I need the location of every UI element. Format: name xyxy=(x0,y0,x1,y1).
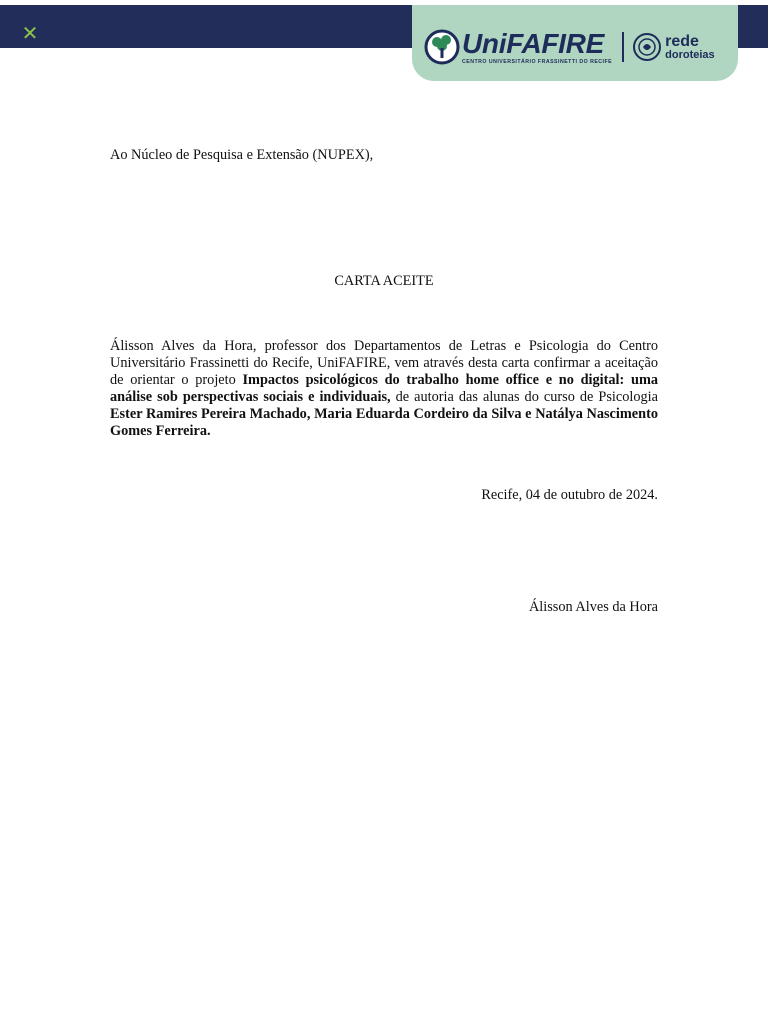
close-icon[interactable]: ✕ xyxy=(21,21,39,45)
date-line: Recife, 04 de outubro de 2024. xyxy=(481,487,658,503)
logo-subtitle: CENTRO UNIVERSITÁRIO FRASSINETTI DO RECIFE xyxy=(462,58,613,65)
letter-body xyxy=(110,338,658,440)
signature-line: Álisson Alves da Hora xyxy=(528,599,658,615)
body-middle: de autoria das alunas do curso de Psicologia xyxy=(390,389,658,405)
authors: Ester Ramires Pereira Machado, Maria Eduarda Cordeiro da Silva e Natálya Nascimento Gomes Ferreira. xyxy=(110,406,658,439)
rede-doroteias-text xyxy=(665,34,715,61)
greeting-line: Ao Núcleo de Pesquisa e Extensão (NUPEX), xyxy=(110,147,374,163)
logo-text xyxy=(462,27,613,65)
tree-logo-icon xyxy=(424,29,460,65)
rede-doroteias-icon xyxy=(632,32,662,62)
rede-label: rede xyxy=(665,32,699,50)
logo-divider xyxy=(622,32,624,62)
doroteias-label: doroteias xyxy=(665,48,715,61)
body-intro: Álisson Alves da Hora, professor dos Departamentos de Letras e Psicologia do Centro Universitário Frassinetti do Recife, UniFAFIRE, vem através desta carta confirmar a aceitação de orientar o projeto xyxy=(110,338,658,388)
letter-heading: CARTA ACEITE xyxy=(334,273,434,289)
logo-brand: UniFAFIRE xyxy=(462,27,604,59)
project-title: Impactos psicológicos do trabalho home office e no digital: uma análise sob perspectivas sociais e individuais, xyxy=(110,372,658,405)
logo-banner xyxy=(412,5,738,81)
logo-group xyxy=(424,25,726,69)
